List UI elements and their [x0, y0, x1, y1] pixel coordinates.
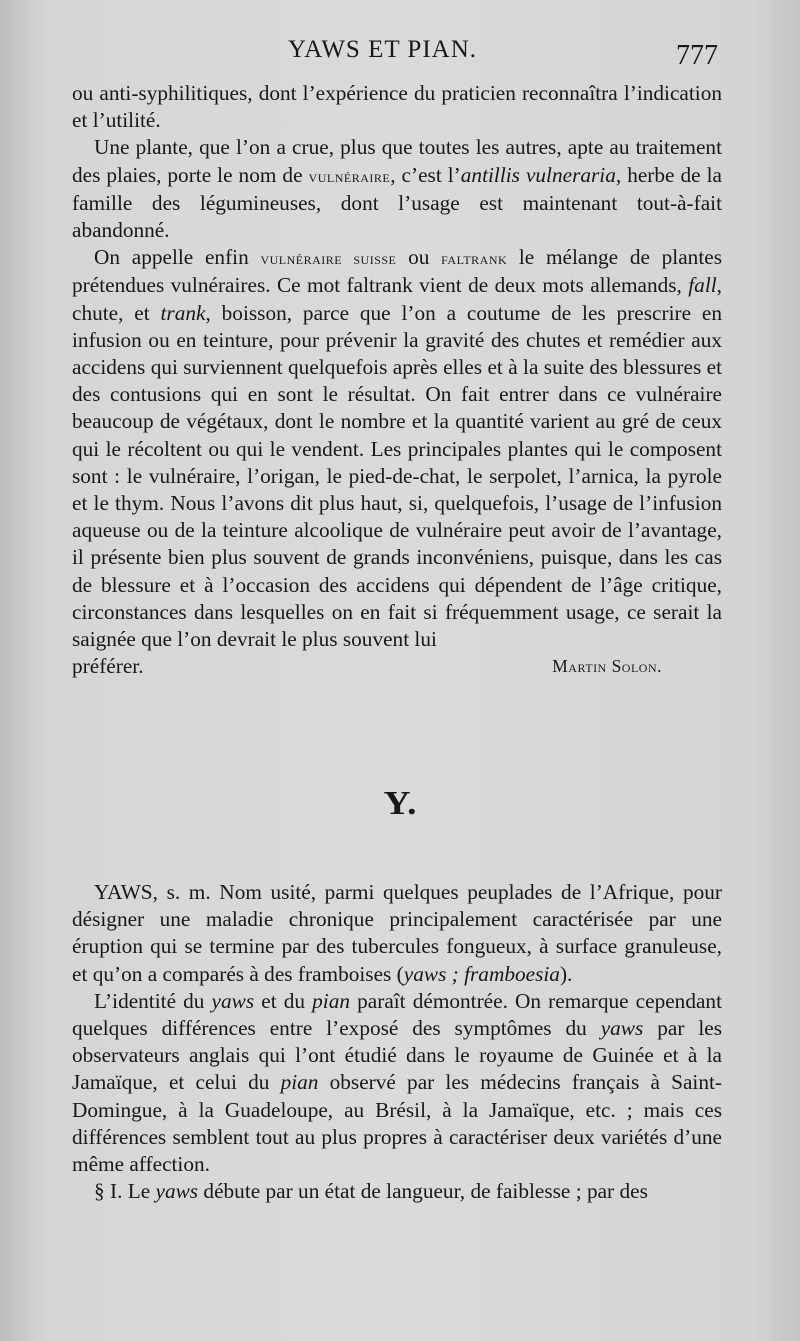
section-letter-heading: Y.: [383, 785, 417, 822]
paragraph-faltrank: On appelle enfin vulnéraire suisse ou faltrank le mélange de plantes prétendues vulnéraires. Ce mot faltrank vient de deux mots allemands, fall, chute, et trank, boisson, parce que l’on a coutume de les prescrire en infusion ou en teinture, pour prévenir la gravité des chutes et remédier aux accidens qui surviennent quelquefois après elles et à la suite des blessures et des contusions qui en sont le résultat. On fait entrer dans ce vulnéraire beaucoup de végétaux, dont le nombre et la quantité varient au gré de ceux qui le récoltent ou qui le vendent. Les principales plantes qui le composent sont : le vulnéraire, l’origan, le pied-de-chat, le serpolet, l’arnica, la pyrole et le thym. Nous l’avons dit plus haut, si, quelquefois, l’usage de l’infusion aqueuse ou de la teinture alcoolique de vulnéraire peut avoir de l’avantage, il présente bien plus souvent de grands inconvéniens, puisque, dans les cas de blessure et à l’occasion des accidens qui dépendent de l’âge critique, circonstances dans lesquelles on en fait si fréquemment usage, ce serait la saignée que l’on devrait le plus souvent lui: [72, 245, 722, 652]
paragraph-antisyphilitic: ou anti-syphilitiques, dont l’expérience du praticien reconnaîtra l’indication et l’utilité.: [72, 81, 722, 133]
last-word: préférer.: [72, 654, 144, 679]
term-faltrank: faltrank: [441, 248, 508, 269]
term-vulneraire: vulnéraire: [308, 165, 391, 186]
term-vulneraire-suisse: vulnéraire suisse: [260, 248, 397, 269]
article-yaws: [72, 879, 722, 1205]
paragraph-yaws-definition: YAWS, s. m. Nom usité, parmi quelques peuplades de l’Afrique, pour désigner une maladie chronique principalement caractérisée par une éruption qui se termine par des tubercules fongueux, à surface granuleuse, et qu’on a comparés à des framboises (yaws ; framboesia).: [72, 880, 722, 986]
paragraph-section-one: § I. Le yaws débute par un état de langueur, de faiblesse ; par des: [94, 1179, 648, 1204]
page-number: 777: [676, 40, 718, 71]
term-fall: fall: [688, 273, 717, 298]
paragraph-vulneraire: Une plante, que l’on a crue, plus que toutes les autres, apte au traitement des plaies, porte le nom de vulnéraire, c’est l’antillis vulneraria, herbe de la famille des légumineuses, dont l’usage est maintenant tout-à-fait abandonné.: [72, 135, 722, 243]
term-yaws-framboesia: yaws ; framboesia: [403, 961, 560, 986]
author-signature: Martin Solon.: [552, 656, 662, 677]
signature-line: [72, 653, 722, 680]
term-antillis: antillis vulneraria: [460, 162, 616, 187]
article-continuation: [72, 80, 722, 680]
paragraph-yaws-pian: L’identité du yaws et du pian paraît démontrée. On remarque cependant quelques différences entre l’exposé des symptômes du yaws par les observateurs anglais qui l’ont étudié dans le royaume de Guinée et à la Jamaïque, et celui du pian observé par les médecins français à Saint-Domingue, à la Guadeloupe, au Brésil, à la Jamaïque, etc. ; mais ces différences semblent tout au plus propres à caractériser deux variétés d’une même affection.: [72, 988, 722, 1177]
running-title: YAWS ET PIAN.: [288, 36, 478, 63]
page-header: [0, 36, 800, 76]
term-trank: trank: [160, 300, 206, 325]
